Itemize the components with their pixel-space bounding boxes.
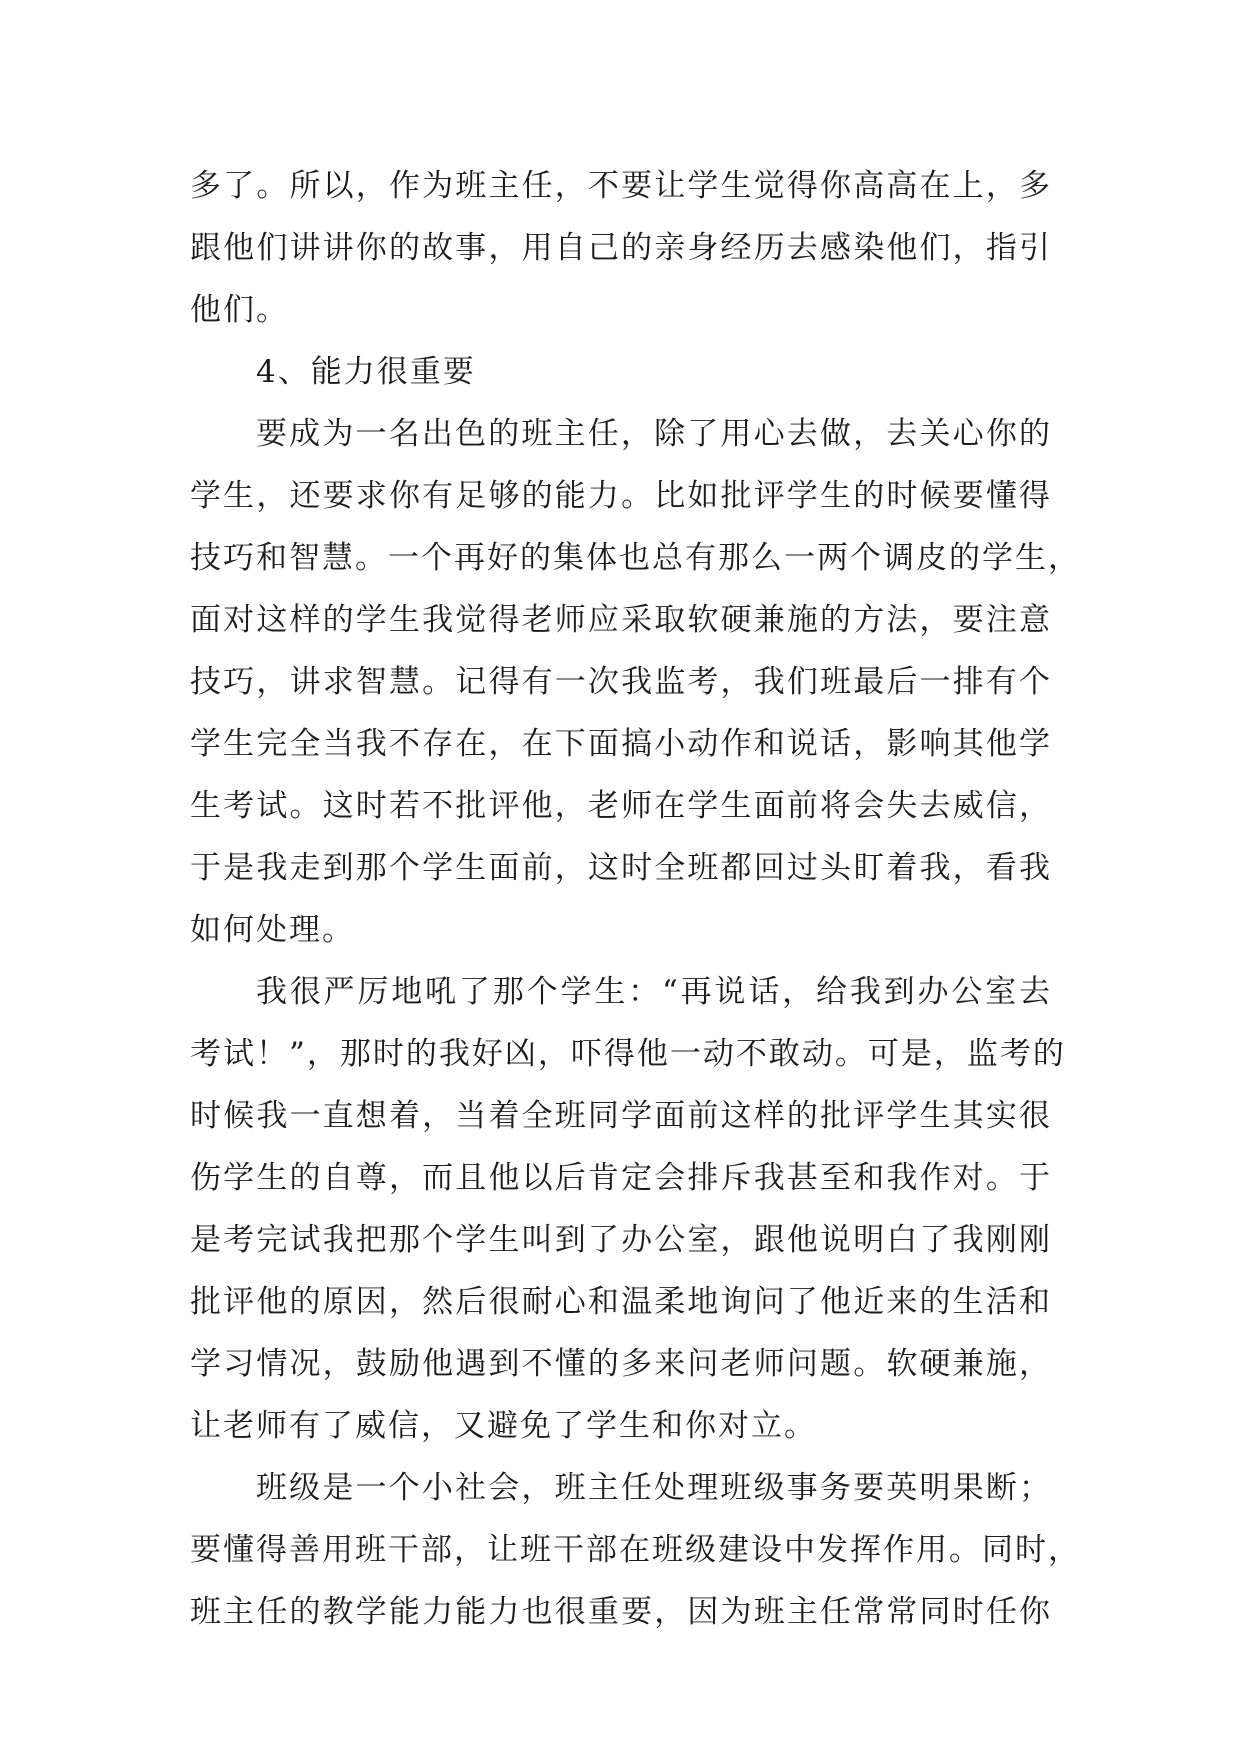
body-text xyxy=(190,155,1081,1643)
text-line: 技巧，讲求智慧。记得有一次我监考，我们班最后一排有个 xyxy=(190,664,1052,700)
text-line: 学生，还要求你有足够的能力。比如批评学生的时候要懂得 xyxy=(190,478,1052,514)
text-line: 学生完全当我不存在，在下面搞小动作和说话，影响其他学 xyxy=(190,726,1052,762)
text-line: 多了。所以，作为班主任，不要让学生觉得你高高在上，多 xyxy=(190,168,1052,204)
text-line: 他们。 xyxy=(190,292,289,328)
text-line: 技巧和智慧。一个再好的集体也总有那么一两个调皮的学生， xyxy=(190,540,1081,576)
text-line: 要懂得善用班干部，让班干部在班级建设中发挥作用。同时， xyxy=(190,1532,1081,1568)
text-line: 伤学生的自尊，而且他以后肯定会排斥我甚至和我作对。于 xyxy=(190,1160,1052,1196)
text-line: 让老师有了威信，又避免了学生和你对立。 xyxy=(190,1408,817,1444)
text-line: 我很严厉地吼了那个学生：“再说话，给我到办公室去 xyxy=(256,974,1052,1010)
text-line: 生考试。这时若不批评他，老师在学生面前将会失去威信， xyxy=(190,788,1052,824)
text-line: 班主任的教学能力能力也很重要，因为班主任常常同时任你 xyxy=(190,1594,1052,1630)
text-line: 跟他们讲讲你的故事，用自己的亲身经历去感染他们，指引 xyxy=(190,230,1052,266)
text-line: 批评他的原因，然后很耐心和温柔地询问了他近来的生活和 xyxy=(190,1284,1052,1320)
text-line: 如何处理。 xyxy=(190,912,355,948)
text-line: 学习情况，鼓励他遇到不懂的多来问老师问题。软硬兼施， xyxy=(190,1346,1052,1382)
text-line: 考试！”，那时的我好凶，吓得他一动不敢动。可是，监考的 xyxy=(190,1036,1066,1072)
text-line: 于是我走到那个学生面前，这时全班都回过头盯着我，看我 xyxy=(190,850,1052,886)
section-heading: 4、能力很重要 xyxy=(256,354,476,390)
text-line: 要成为一名出色的班主任，除了用心去做，去关心你的 xyxy=(256,416,1052,452)
text-line: 班级是一个小社会，班主任处理班级事务要英明果断； xyxy=(256,1470,1052,1506)
text-line: 时候我一直想着，当着全班同学面前这样的批评学生其实很 xyxy=(190,1098,1052,1134)
text-line: 面对这样的学生我觉得老师应采取软硬兼施的方法，要注意 xyxy=(190,602,1052,638)
text-line: 是考完试我把那个学生叫到了办公室，跟他说明白了我刚刚 xyxy=(190,1222,1052,1258)
